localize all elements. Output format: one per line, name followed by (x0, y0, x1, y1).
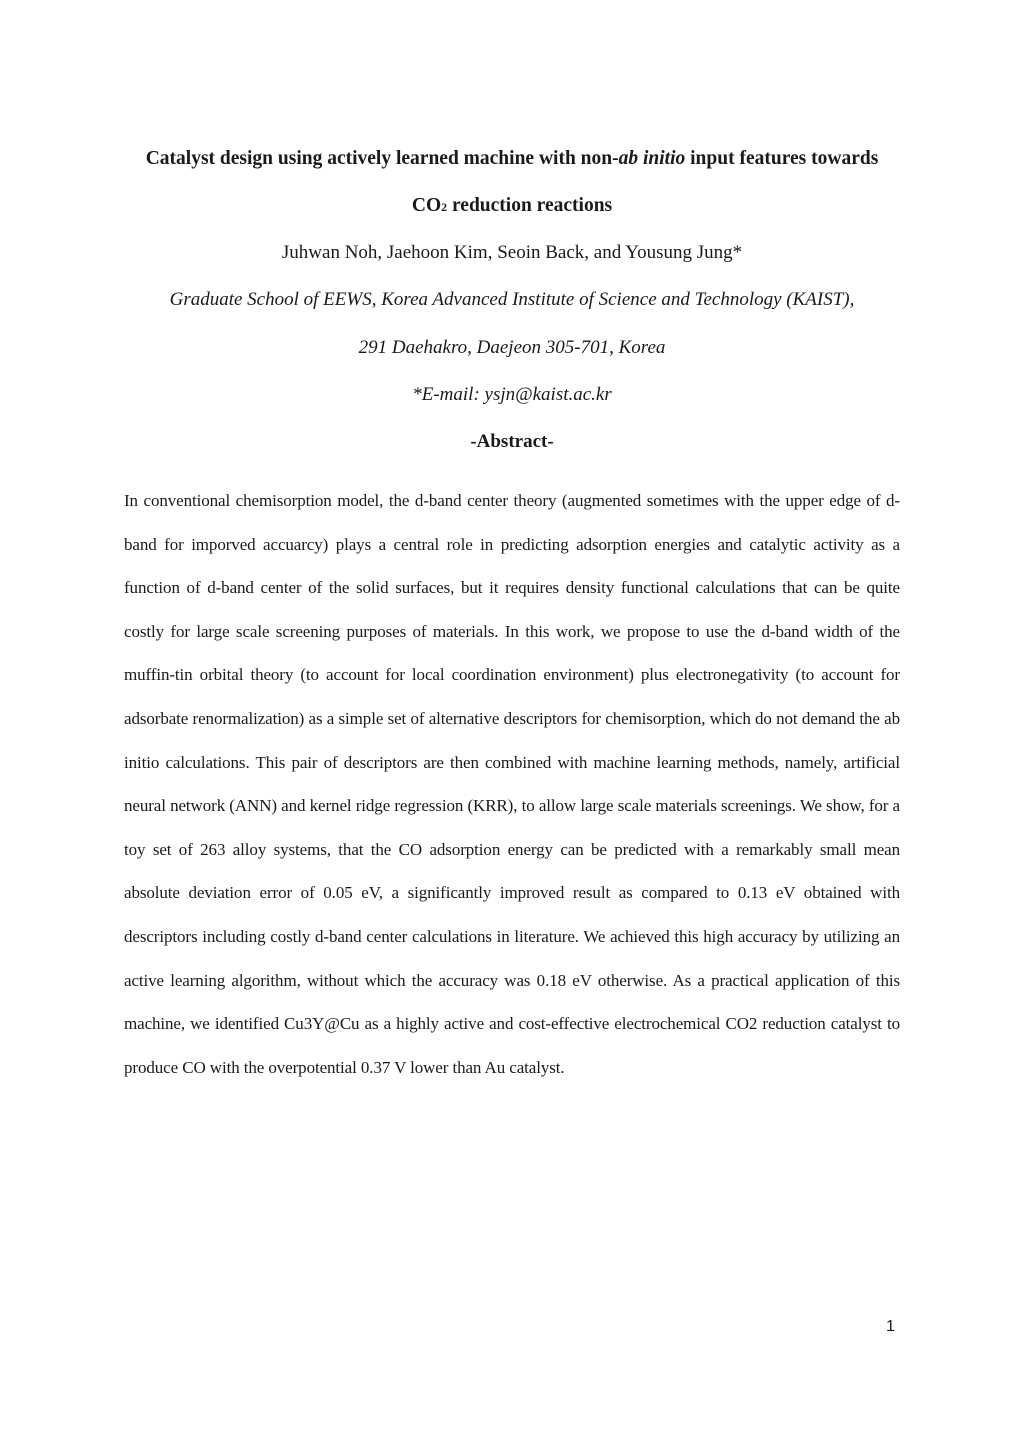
paper-title-line-1 (100, 147, 924, 171)
title-subscript: 2 (441, 200, 448, 214)
affiliation-line-1: Graduate School of EEWS, Korea Advanced Institute of Science and Technology (KAIST), (169, 289, 855, 310)
title-text-start: Catalyst design using actively learned machine with non- (145, 148, 619, 169)
title-italic-term: ab initio (618, 148, 686, 169)
title-text-end: input features towards (685, 148, 879, 169)
title-reduction-text: reduction reactions (447, 195, 613, 216)
paper-title-line-2 (100, 194, 924, 219)
abstract-heading: -Abstract- (470, 431, 554, 452)
abstract-body: In conventional chemisorption model, the d-band center theory (augmented sometimes with the upper edge of d-band for imporved accuarcy) plays a central role in predicting adsorption energies and catalytic activity as a function of d-band center of the solid surfaces, but it requires density functional calculations that can be quite costly for large scale screening purposes of materials. In this work, we propose to use the d-band width of the muffin-tin orbital theory (to account for local coordination environment) plus electronegativity (to account for adsorbate renormalization) as a simple set of alternative descriptors for chemisorption, which do not demand the ab initio calculations. This pair of descriptors are then combined with machine learning methods, namely, artificial neural network (ANN) and kernel ridge regression (KRR), to allow large scale materials screenings. We show, for a toy set of 263 alloy systems, that the CO adsorption energy can be predicted with a remarkably small mean absolute deviation error of 0.05 eV, a significantly improved result as compared to 0.13 eV obtained with descriptors including costly d-band center calculations in literature. We achieved this high accuracy by utilizing an active learning algorithm, without which the accuracy was 0.18 eV otherwise. As a practical application of this machine, we identified Cu3Y@Cu as a highly active and cost-effective electrochemical CO2 reduction catalyst to produce CO with the overpotential 0.37 V lower than Au catalyst. (124, 491, 900, 1077)
title-co: CO (411, 195, 442, 216)
affiliation-line-2: 291 Daehakro, Daejeon 305-701, Korea (358, 337, 666, 358)
author-list: Juhwan Noh, Jaehoon Kim, Seoin Back, and Yousung Jung* (281, 242, 743, 263)
corresponding-email: *E-mail: ysjn@kaist.ac.kr (412, 384, 612, 405)
page-number: 1 (886, 1318, 895, 1335)
